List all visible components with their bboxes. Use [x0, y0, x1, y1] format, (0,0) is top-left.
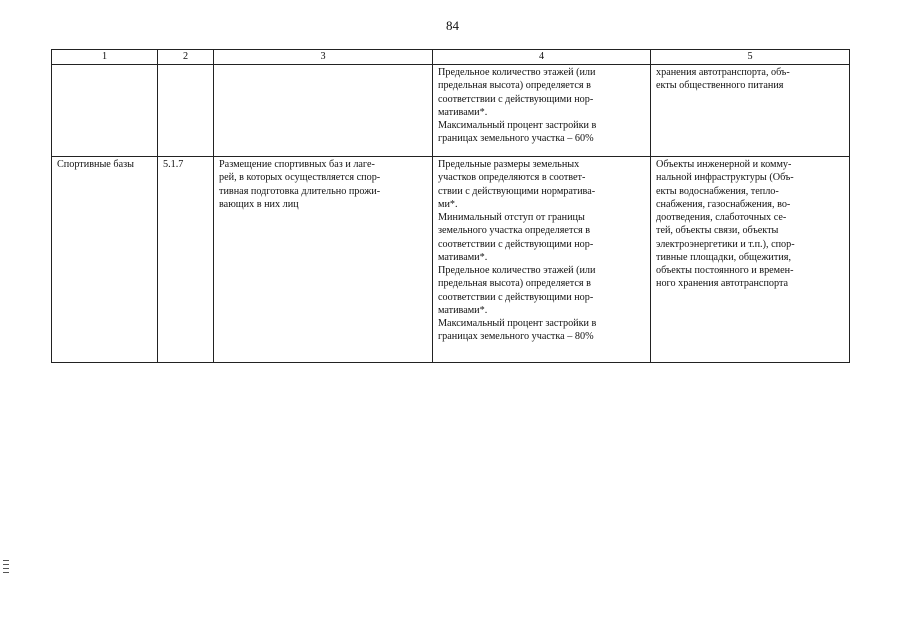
- text-line: ми*.: [438, 198, 458, 210]
- column-header-4: 4: [433, 50, 651, 65]
- text-line: нальной инфраструктуры (Объ-: [656, 172, 794, 184]
- text-line: Минимальный отступ от границы: [438, 212, 585, 223]
- column-header-1: 1: [52, 50, 158, 65]
- text-line: снабжения, газоснабжения, во-: [656, 198, 791, 210]
- use-name-cell: [52, 65, 158, 157]
- header-row: [52, 50, 850, 65]
- table-row: [52, 65, 850, 157]
- text-line: ствии с действующими нормратива-: [438, 185, 596, 197]
- text-line: земельного участка определяется в: [438, 225, 591, 237]
- text-line: Предельное количество этажей (или: [438, 67, 596, 78]
- text-line: участков определяются в соответ-: [438, 172, 586, 184]
- auxiliary-uses-cell: [651, 157, 850, 363]
- text-line: границах земельного участка – 60%: [438, 133, 594, 145]
- table-row: [52, 157, 850, 363]
- margin-tick: [3, 564, 9, 565]
- margin-tick: [3, 560, 9, 561]
- text-line: доотведения, слаботочных се-: [656, 212, 787, 223]
- text-line: тивные площадки, общежития,: [656, 251, 792, 263]
- text-line: электроэнергетики и т.п.), спор-: [656, 238, 795, 250]
- parameters-cell: [433, 65, 651, 157]
- auxiliary-uses-cell: [651, 65, 850, 157]
- text-line: Предельные размеры земельных: [438, 159, 580, 170]
- text-line: Размещение спортивных баз и лаге-: [219, 159, 375, 170]
- use-description-cell: [214, 65, 433, 157]
- parameters-cell: [433, 157, 651, 363]
- zoning-table: [51, 49, 850, 363]
- text-line: мативами*.: [438, 251, 488, 263]
- text-line: соответствии с действующими нор-: [438, 238, 594, 250]
- margin-tick: [3, 568, 9, 569]
- use-code-cell: [158, 65, 214, 157]
- use-name-cell: Спортивные базы: [52, 157, 158, 363]
- column-header-2: 2: [158, 50, 214, 65]
- text-line: объекты постоянного и времен-: [656, 265, 794, 276]
- column-header-5: 5: [651, 50, 850, 65]
- text-line: предельная высота) определяется в: [438, 278, 591, 290]
- text-line: тивная подготовка длительно прожи-: [219, 185, 381, 197]
- text-line: Максимальный процент застройки в: [438, 120, 597, 131]
- text-line: тей, объекты связи, объекты: [656, 225, 779, 237]
- text-line: екты общественного питания: [656, 80, 784, 92]
- text-line: предельная высота) определяется в: [438, 80, 591, 92]
- text-line: вающих в них лиц: [219, 198, 299, 210]
- text-line: соответствии с действующими нор-: [438, 93, 594, 105]
- column-header-3: 3: [214, 50, 433, 65]
- text-line: Предельное количество этажей (или: [438, 265, 596, 276]
- margin-tick: [3, 572, 9, 573]
- text-line: хранения автотранспорта, объ-: [656, 67, 790, 78]
- text-line: Максимальный процент застройки в: [438, 318, 597, 329]
- use-description-cell: [214, 157, 433, 363]
- page-number: 84: [446, 18, 459, 33]
- text-line: рей, в которых осуществляется спор-: [219, 172, 381, 184]
- text-line: Объекты инженерной и комму-: [656, 159, 792, 170]
- scan-margin-marks: [3, 560, 9, 576]
- text-line: мативами*.: [438, 304, 488, 316]
- text-line: мативами*.: [438, 106, 488, 118]
- text-line: ного хранения автотранспорта: [656, 278, 789, 290]
- use-code-cell: 5.1.7: [158, 157, 214, 363]
- text-line: екты водоснабжения, тепло-: [656, 185, 779, 197]
- text-line: границах земельного участка – 80%: [438, 331, 594, 343]
- text-line: соответствии с действующими нор-: [438, 291, 594, 303]
